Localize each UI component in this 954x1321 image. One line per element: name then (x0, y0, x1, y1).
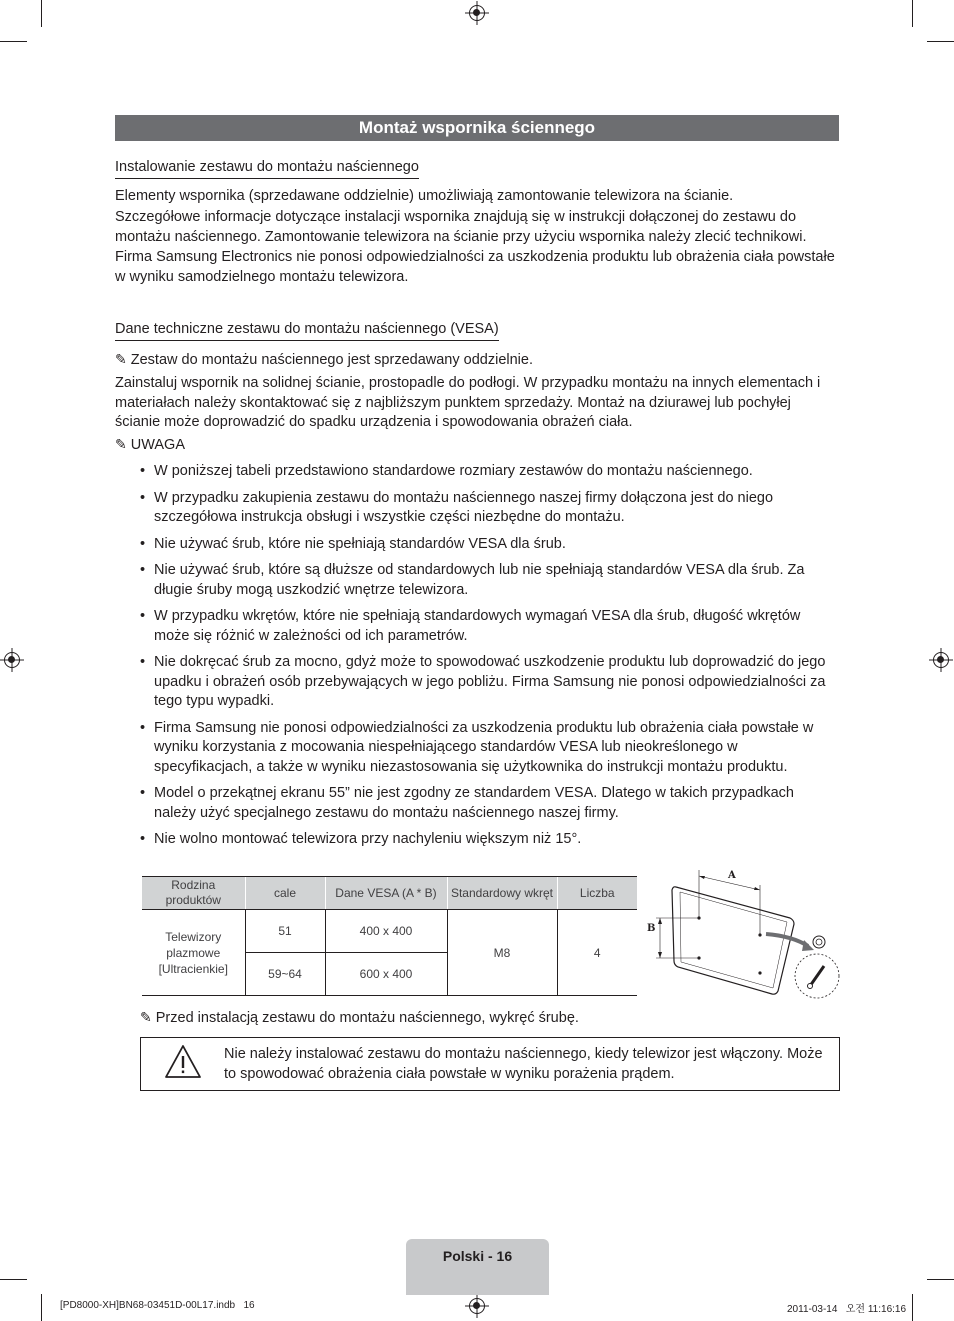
registration-mark-icon (469, 1298, 485, 1314)
inch-cell: 59~64 (245, 953, 325, 996)
crop-mark (927, 1279, 954, 1280)
vesa-cell: 600 x 400 (325, 953, 447, 996)
list-item: • Nie używać śrub, które są dłuższe od standardowych lub nie spełniają standardów VESA dla śrub. Za długie śruby mogą uszkodzić wnętrze telewizora. (138, 561, 828, 600)
count-cell: 4 (557, 910, 637, 996)
print-slug-right: 2011-03-14 오전 11:16:16 (787, 1304, 907, 1315)
dimension-b-label: B (647, 923, 656, 934)
uwaga-label: UWAGA (130, 437, 186, 453)
vesa-note (115, 351, 839, 371)
crop-mark (927, 41, 954, 42)
crop-mark (41, 1294, 42, 1321)
registration-mark-icon (933, 652, 949, 668)
table-row (142, 910, 637, 953)
registration-mark-icon (4, 652, 20, 668)
list-item: • Nie używać śrub, które nie spełniają standardów VESA dla śrub. (138, 535, 828, 555)
inch-cell: 51 (245, 910, 325, 953)
product-family-cell: Telewizory plazmowe [Ultracienkie] (142, 910, 245, 996)
warning-triangle-icon (163, 1043, 203, 1081)
list-item: • Nie wolno montować telewizora przy nachyleniu większym niż 15°. (138, 830, 828, 850)
install-paragraph: Szczegółowe informacje dotyczące instalacji wspornika znajdują się w instrukcji dołączonej do zestawu do montażu naściennego. Zamontowanie telewizora na ścianie przy użyciu wspornika należy zlecić technikowi. (115, 209, 807, 245)
install-heading: Instalowanie zestawu do montażu naściennego (115, 158, 419, 179)
list-item: • Firma Samsung nie ponosi odpowiedzialności za uszkodzenia produktu lub obrażenia ciała powstałe w wyniku korzystania z mocowania niespełniającego standardów VESA lub nieokreślonego w specyfikacjach, a także w wyniku niezastosowania się użytkownika do instrukcji montażu produktu. (138, 719, 828, 778)
install-paragraph: Firma Samsung Electronics nie ponosi odpowiedzialności za uszkodzenia produktu lub obrażenia ciała powstałe w wyniku samodzielnego montażu telewizora. (115, 249, 835, 285)
table-header-row (142, 877, 637, 910)
column-header: cale (245, 877, 325, 910)
note-pencil-icon: ✎ (115, 352, 127, 368)
list-item: • Model o przekątnej ekranu 55” nie jest zgodny ze standardem VESA. Dlatego w takich przypadkach należy użyć specjalnego zestawu do montażu naściennego naszej firmy. (138, 784, 828, 823)
vesa-cell: 400 x 400 (325, 910, 447, 953)
note-pencil-icon: ✎ (115, 437, 127, 453)
crop-mark (41, 0, 42, 27)
caution-list (138, 462, 828, 857)
warning-box (140, 1037, 840, 1091)
crop-mark (0, 41, 27, 42)
vesa-table (142, 876, 637, 996)
vesa-note-text: Zestaw do montażu naściennego jest sprzedawany oddzielnie. (130, 352, 533, 368)
vesa-paragraph: Zainstaluj wspornik na solidnej ścianie, prostopadle do podłogi. W przypadku montażu na innych elementach i materiałach należy skontaktować się z najbliższym punktem sprzedaży. Montaż na dziurawej lub pochyłej ścianie może doprowadzić do spadku urządzenia i spowodowania obrażeń ciała. (115, 375, 821, 430)
page-number: Polski - 16 (442, 1248, 513, 1264)
screw-cell: M8 (447, 910, 557, 996)
section-title: Montaż wspornika ściennego (115, 115, 839, 141)
list-item: • W poniższej tabeli przedstawiono standardowe rozmiary zestawów do montażu naściennego. (138, 462, 828, 482)
column-header: Dane VESA (A * B) (325, 877, 447, 910)
vesa-heading: Dane techniczne zestawu do montażu naściennego (VESA) (115, 320, 499, 341)
tv-mount-diagram (642, 862, 842, 1004)
column-header: Standardowy wkręt (447, 877, 557, 910)
registration-mark-icon (469, 5, 485, 21)
column-header: Liczba (557, 877, 637, 910)
table-note-text: Przed instalacją zestawu do montażu naściennego, wykręć śrubę. (155, 1010, 579, 1026)
print-slug-left: [PD8000-XH]BN68-03451D-00L17.indb 16 (60, 1300, 255, 1311)
list-item: • W przypadku wkrętów, które nie spełniają standardowych wymagań VESA dla śrub, długość wkrętów może się różnić w zależności od ich parametrów. (138, 607, 828, 646)
table-note (140, 1009, 864, 1029)
crop-mark (912, 1294, 913, 1321)
uwaga-note (115, 436, 839, 456)
note-pencil-icon: ✎ (140, 1010, 152, 1026)
column-header: Rodzina produktów (142, 877, 245, 910)
warning-text: Nie należy instalować zestawu do montażu naściennego, kiedy telewizor jest włączony. Może to spowodować obrażenia ciała powstałe w wyniku porażenia prądem. (224, 1046, 823, 1082)
crop-mark (912, 0, 913, 27)
install-paragraph: Elementy wspornika (sprzedawane oddzielnie) umożliwiają zamontowanie telewizora na ścianie. (115, 188, 734, 204)
list-item: • W przypadku zakupienia zestawu do montażu naściennego naszej firmy dołączona jest do niego szczegółowa instrukcja obsługi i wszystkie części niezbędne do montażu. (138, 489, 828, 528)
list-item: • Nie dokręcać śrub za mocno, gdyż może to spowodować uszkodzenie produktu lub doprowadzić do jego upadku i obrażeń osób przebywających w jego pobliżu. Firma Samsung nie ponosi odpowiedzialności za tego typu wypadki. (138, 653, 828, 712)
crop-mark (0, 1279, 27, 1280)
dimension-a-label: A (728, 870, 736, 881)
